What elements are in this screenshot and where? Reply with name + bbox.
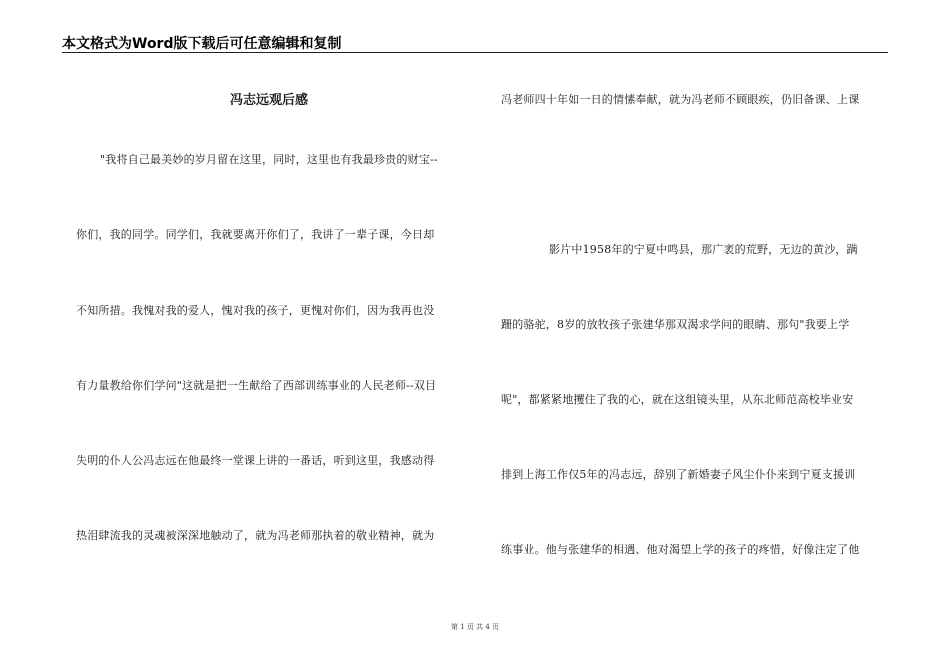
header-text: 本文格式为Word版下载后可任意编辑和复制 [62, 36, 342, 52]
text-line: 热泪肆流我的灵魂被深深地触动了，就为冯老师那执着的敬业精神，就为 [76, 529, 435, 542]
text-line: 你们，我的同学。同学们，我就要离开你们了，我讲了一辈子课，今日却 [76, 228, 435, 241]
text-line: 失明的仆人公冯志远在他最终一堂课上讲的一番话，听到这里，我感动得 [76, 454, 435, 467]
text-line: 排到上海工作仅5年的冯志远，辞别了新婚妻子风尘仆仆来到宁夏支援训 [501, 468, 856, 481]
text-line: 有力量教给你们学问"这就是把一生献给了西部训练事业的人民老师--双目 [76, 379, 437, 392]
text-line: 跚的骆驼，8岁的放牧孩子张建华那双渴求学问的眼睛、那句"我要上学 [501, 318, 850, 331]
document-title: 冯志远观后感 [229, 93, 308, 108]
right-column [501, 0, 887, 672]
text-line: 不知所措。我愧对我的爱人，愧对我的孩子，更愧对你们，因为我再也没 [76, 304, 435, 317]
text-line: 影片中1958年的宁夏中鸣县，那广袤的荒野，无边的黄沙，蹒 [549, 243, 858, 256]
text-line: 冯老师四十年如一日的情愫奉献，就为冯老师不顾眼疾，仍旧备课、上课 [501, 93, 860, 106]
page-footer: 第 1 页 共 4 页 [450, 623, 500, 631]
text-line: 练事业。他与张建华的相遇、他对渴望上学的孩子的疼惜，好像注定了他 [501, 543, 860, 556]
left-column [76, 0, 462, 672]
text-line: "我将自己最美妙的岁月留在这里，同时，这里也有我最珍贵的财宝-- [100, 153, 438, 166]
text-line: 呢"，都紧紧地攫住了我的心，就在这组镜头里，从东北师范高校毕业安 [501, 393, 854, 406]
